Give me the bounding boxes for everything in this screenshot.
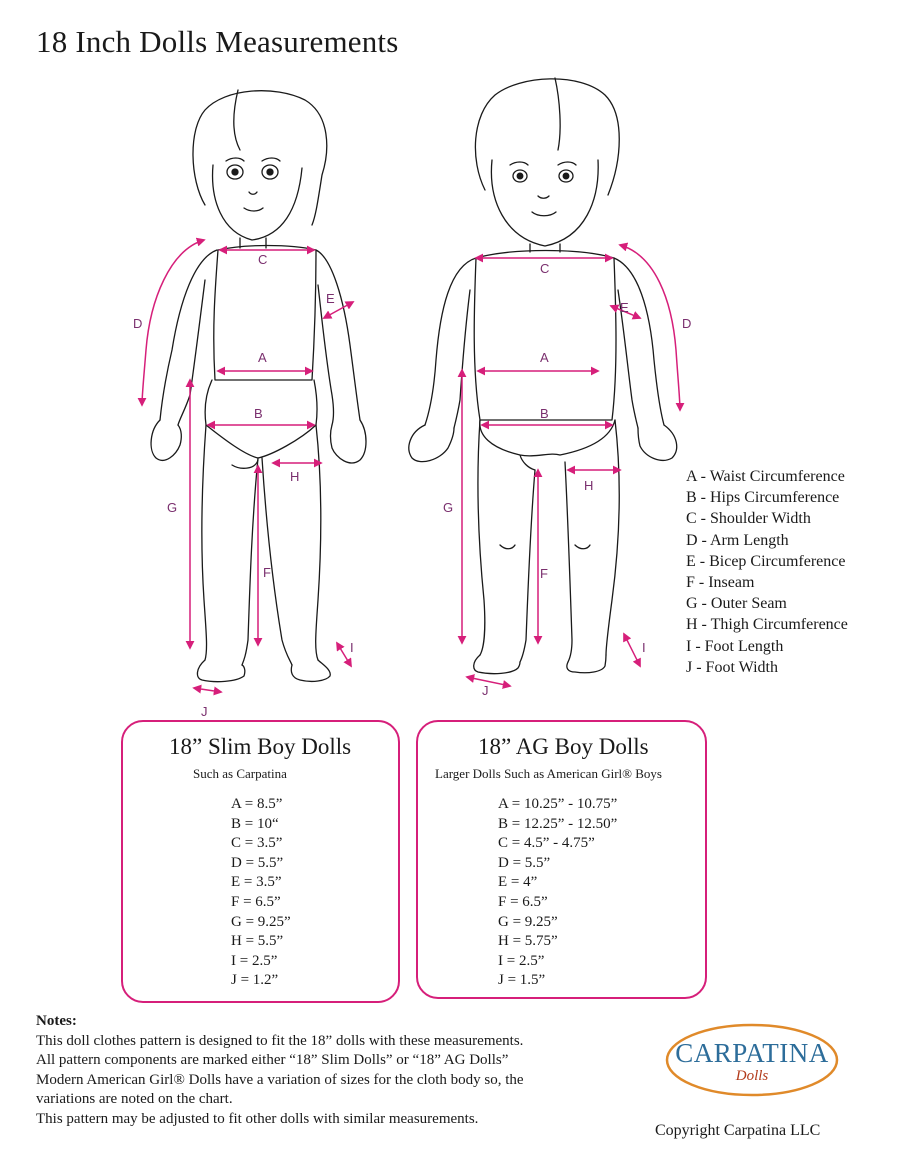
legend-item: A - Waist Circumference xyxy=(686,468,845,485)
legend-item: B - Hips Circumference xyxy=(686,489,840,507)
label-a: A xyxy=(258,350,267,365)
measurement-value: H = 5.5” xyxy=(231,933,284,950)
legend-item: D - Arm Length xyxy=(686,531,789,549)
legend-item: G - Outer Seam xyxy=(686,595,787,613)
label-c: C xyxy=(258,252,268,267)
measurement-value: E = 3.5” xyxy=(231,874,282,891)
legend-item: J - Foot Width xyxy=(686,658,778,676)
measurement-value: C = 4.5” - 4.75” xyxy=(498,835,595,852)
measurement-list xyxy=(498,795,617,991)
card-title: 18” AG Boy Dolls xyxy=(478,734,649,759)
legend-item: H - Thigh Circumference xyxy=(686,616,848,634)
measurement-value: A = 8.5” xyxy=(231,796,283,812)
measurement-value: G = 9.25” xyxy=(498,913,558,930)
measurement-value: F = 6.5” xyxy=(498,893,548,910)
legend-item: C - Shoulder Width xyxy=(686,510,811,528)
copyright-text: Copyright Carpatina LLC xyxy=(655,1122,821,1139)
logo-subtext: Dolls xyxy=(735,1068,769,1084)
notes-heading: Notes: xyxy=(36,1013,77,1029)
measurement-legend xyxy=(686,466,848,678)
measurement-value: A = 10.25” - 10.75” xyxy=(498,796,618,812)
slim-boy-dolls-card xyxy=(121,720,400,1003)
notes-line: All pattern components are marked either “18” Slim Dolls” or “18” AG Dolls” xyxy=(36,1052,509,1069)
label-i: I xyxy=(642,640,646,655)
measurement-value: E = 4” xyxy=(498,874,538,891)
carpatina-logo xyxy=(664,1022,840,1098)
measurement-value: I = 2.5” xyxy=(231,952,278,969)
notes-line: Modern American Girl® Dolls have a variation of sizes for the cloth body so, the xyxy=(36,1071,524,1088)
measurement-value: C = 3.5” xyxy=(231,835,283,852)
ag-boy-dolls-card xyxy=(416,720,707,999)
ag-doll-outline xyxy=(409,78,677,674)
label-e: E xyxy=(620,300,629,315)
label-b: B xyxy=(254,406,263,421)
label-f: F xyxy=(540,566,548,581)
logo-wordmark: CARPATINA xyxy=(675,1038,829,1068)
notes-section xyxy=(36,1012,524,1130)
measurement-value: H = 5.75” xyxy=(498,933,558,950)
legend-item: F - Inseam xyxy=(686,574,755,592)
label-h: H xyxy=(290,469,300,484)
measurement-value: B = 10“ xyxy=(231,815,279,832)
label-i: I xyxy=(350,640,354,655)
label-f: F xyxy=(263,565,271,580)
card-subtitle: Such as Carpatina xyxy=(193,766,287,781)
measurement-value: F = 6.5” xyxy=(231,893,281,910)
label-d: D xyxy=(133,316,143,331)
card-subtitle: Larger Dolls Such as American Girl® Boys xyxy=(435,766,662,781)
legend-item: E - Bicep Circumference xyxy=(686,552,846,570)
ag-measurement-labels xyxy=(443,261,691,698)
measurement-value: D = 5.5” xyxy=(231,854,284,871)
label-j: J xyxy=(201,704,208,719)
slim-measurement-arrows xyxy=(142,240,353,692)
label-a: A xyxy=(540,350,549,365)
label-c: C xyxy=(540,261,550,276)
measurement-value: B = 12.25” - 12.50” xyxy=(498,815,618,832)
notes-line: variations are noted on the chart. xyxy=(36,1091,233,1108)
measurement-value: G = 9.25” xyxy=(231,913,291,930)
label-h: H xyxy=(584,478,594,493)
notes-line: This doll clothes pattern is designed to fit the 18” dolls with these measurements. xyxy=(36,1032,524,1049)
label-b: B xyxy=(540,406,549,421)
label-j: J xyxy=(482,683,489,698)
legend-item: I - Foot Length xyxy=(686,637,784,655)
label-g: G xyxy=(167,500,178,515)
measurement-value: J = 1.2” xyxy=(231,972,279,989)
measurement-value: J = 1.5” xyxy=(498,972,546,989)
measurement-value: I = 2.5” xyxy=(498,952,545,969)
notes-line: This pattern may be adjusted to fit other dolls with similar measurements. xyxy=(36,1110,479,1127)
label-g: G xyxy=(443,500,454,515)
measurement-list xyxy=(231,795,291,991)
label-e: E xyxy=(326,291,335,306)
measurement-value: D = 5.5” xyxy=(498,854,551,871)
label-d: D xyxy=(682,316,692,331)
page-title: 18 Inch Dolls Measurements xyxy=(36,24,399,59)
card-title: 18” Slim Boy Dolls xyxy=(169,734,352,759)
